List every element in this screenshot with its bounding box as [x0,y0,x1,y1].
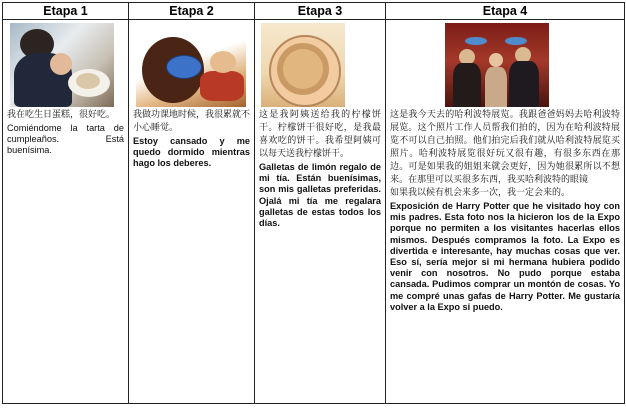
photo-harry-potter-expo [445,23,549,107]
header-stage-1: Etapa 1 [3,3,129,20]
photo-asleep-on-desk [136,23,246,107]
stage-2-spanish-text: Estoy cansado y me quedo dormido mientras hago los deberes. [133,136,250,169]
stage-2-chinese-text: 我做功课地时候，我很累就不小心睡觉。 [133,110,251,133]
stage-2-cell [129,20,255,404]
stage-4-spanish-text: Exposición de Harry Potter que he visitado hoy con mis padres. Esta foto nos la hicieron los de la Expo porque no permiten a los visitantes hacerlas ellos mismos. Después compramos la foto. La Expo es divertida e interesante, hay muchas cosas que ver. Eso sí, sería mejor si mi hermana hubiera podido venir con nosotros. No pudo porque estaba cansada. Pudimos comprar un montón de cosas. Yo me compré unas gafas de Harry Potter. Me gustaría volver a la Expo si puedo. [390,201,620,312]
stage-1-spanish-text: Comiéndome la tarta de cumpleaños. Está buenísima. [7,123,124,156]
stage-1-cell [3,20,129,404]
content-row [3,20,625,404]
header-stage-2: Etapa 2 [129,3,255,20]
stage-3-cell [255,20,386,404]
stages-table [2,2,625,404]
header-row [3,3,625,20]
stage-4-chinese-text: 这是我今天去的哈利波特展览。我跟爸爸妈妈去哈利波特展览。这个照片工作人员帮我们拍的，因为在哈利波特展览不可以自己拍照。他们拍完后我们就从哈利波特展览买照片。哈利波特展览很好玩又很有趣，有很多东西在那边。可是如果我的姐姐来就会更好，因为她很累所以不想来。在那里可以买很多东西，我买哈利波特的眼镜 如果我以候有机会来多一次，我一定会来的。 [390,110,620,198]
header-stage-3: Etapa 3 [255,3,386,20]
stage-1-chinese-text: 我在吃生日蛋糕，很好吃。 [7,110,116,120]
stage-3-spanish-text: Galletas de limón regalo de mi tía. Están buenísimas, son mis galletas preferidas. Ojalá mi tía me regalara galletas de estas todos los días. [259,162,381,229]
header-stage-4: Etapa 4 [386,3,625,20]
photo-lemon-cookies [261,23,345,107]
stage-3-chinese-text: 这是我阿姨送给我的柠檬饼干。柠檬饼干很好吃，是我最喜欢吃的饼干。我希望阿姨可以每天送我柠檬饼干。 [259,110,381,159]
stage-4-cell [386,20,625,404]
photo-eating-birthday-cake [10,23,114,107]
